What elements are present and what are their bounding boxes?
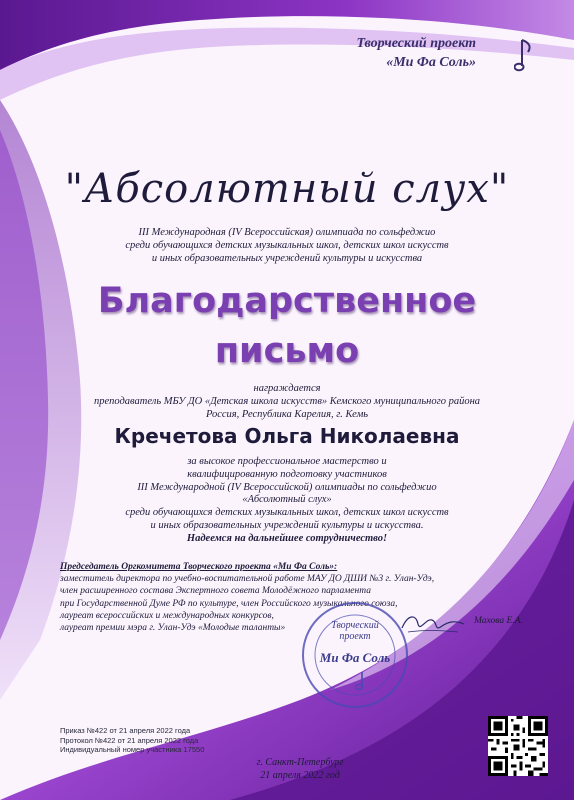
reason-line: среди обучающихся детских музыкальных школ, детских школ искусств xyxy=(125,507,449,519)
chair-line: при Государственной Думе РФ по культуре, член Российского музыкального союза, xyxy=(60,598,398,609)
music-note-icon xyxy=(514,36,536,76)
reason-line: квалифицированную подготовку участников xyxy=(187,468,387,480)
document-title-line-1: Благодарственное xyxy=(97,281,477,321)
project-header xyxy=(357,34,477,72)
chair-line: лауреат премии мэра г. Улан-Удэ «Молодые таланты» xyxy=(60,623,286,634)
main-title: "Абсолютный слух" xyxy=(64,166,510,212)
reason-line: «Абсолютный слух» xyxy=(242,494,332,506)
stamp-line-2: Ми Фа Соль xyxy=(319,650,391,665)
place: г. Санкт-Петербург xyxy=(256,757,344,768)
reason-block xyxy=(60,456,514,546)
awarded-line: награждается xyxy=(253,383,321,394)
stamp-line-1: Творческий проект xyxy=(331,620,379,642)
document-title-line-2: письмо xyxy=(214,331,360,371)
olympiad-line: и иных образовательных учреждений культуры и искусства xyxy=(151,253,423,264)
awarded-line: преподаватель МБУ ДО «Детская школа искусств» Кемского муниципального района xyxy=(93,396,481,407)
order-line: Индивидуальный номер участника 17550 xyxy=(60,745,205,754)
signature xyxy=(398,610,468,638)
reason-line: и иных образовательных учреждений культуры и искусства. xyxy=(150,519,424,531)
project-line-1: Творческий проект xyxy=(356,36,476,51)
signer-name: Махова Е.А. xyxy=(474,616,523,626)
order-line: Протокол №422 от 21 апреля 2022 года xyxy=(60,735,199,745)
thanks-line: Надеемся на дальнейшее сотрудничество! xyxy=(186,532,388,544)
olympiad-line: среди обучающихся детских музыкальных школ, детских школ искусств xyxy=(125,240,449,251)
reason-line: III Международной (IV Всероссийской) олимпиады по сольфеджио xyxy=(137,481,437,493)
olympiad-line: III Международная (IV Всероссийская) олимпиада по сольфеджио xyxy=(138,227,436,238)
qr-code[interactable] xyxy=(488,716,548,776)
project-line-2: «Ми Фа Соль» xyxy=(386,55,476,70)
order-line: Приказ №422 от 21 апреля 2022 года xyxy=(60,726,191,735)
awarded-block xyxy=(60,382,514,421)
olympiad-description xyxy=(60,226,514,265)
reason-line: за высокое профессиональное мастерство и xyxy=(187,456,387,467)
place-date-block xyxy=(200,756,400,782)
chair-line: заместитель директора по учебно-воспитательной работе МАУ ДО ДШИ №3 г. Улан-Удэ, xyxy=(60,574,435,585)
document-title xyxy=(0,276,574,376)
awarded-line: Россия, Республика Карелия, г. Кемь xyxy=(205,409,369,420)
date: 21 апреля 2022 год xyxy=(260,770,340,781)
recipient-name: Кречетова Ольга Николаевна xyxy=(114,424,460,448)
stamp-text xyxy=(300,600,410,710)
chair-heading: Председатель Оргкомитета Творческого проекта «Ми Фа Соль»: xyxy=(60,562,338,572)
chair-line: член расширенного состава Экспертного совета Молодёжного парламента xyxy=(60,586,371,597)
chair-line: лауреат всероссийских и международных конкурсов, xyxy=(60,610,274,621)
order-block xyxy=(60,726,204,755)
